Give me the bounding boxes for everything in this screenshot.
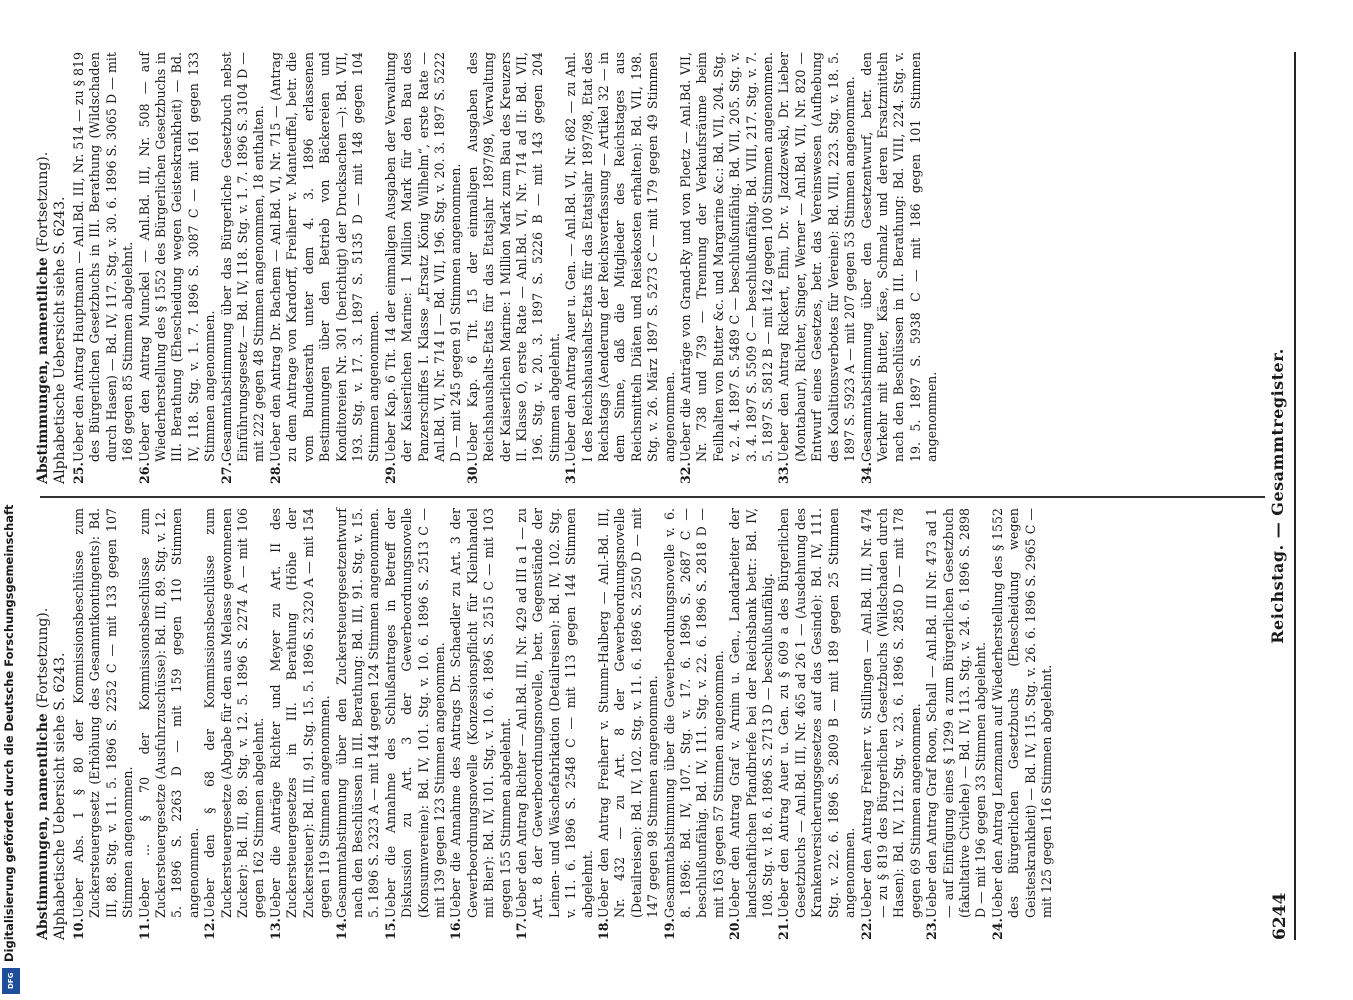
entry-text: Ueber den Antrag Auer u. Gen. — Anl.Bd. VI, Nr. 682 — zu Anl. I des Reichshaushalts-Etats für das Etatsjahr 1897/98, Etat des Reichstags (Aenderung der Reichsverfassung — Artikel 32 — in dem Sinne, daß die Mitglieder des Reichstages aus Reichsmitteln Diäten und Reisekosten erhalten): Bd. VII, 198. Stg. v. 26. März 1897 S. 5273 C — mit 179 gegen 49 Stimmen angenommen. bbox=[563, 52, 677, 462]
vote-entry bbox=[268, 508, 334, 940]
vote-entry bbox=[563, 52, 678, 484]
entry-number: 11. bbox=[136, 918, 152, 940]
right-column bbox=[35, 52, 1265, 484]
vote-entry bbox=[990, 508, 1056, 940]
heading-continuation: (Fortsetzung). Alphabetische Uebersicht siehe S. 6243. bbox=[35, 151, 68, 484]
entry-text: Ueber den Antrag Rickert, Ehni, Dr. v. Jazdzewski, Dr. Lieber (Montabaur), Richter, Singer, Werner — Anl.Bd. VII, Nr. 820 — Entwurf eines Gesetzes, betr. das Vereinswesen (Aufhebung des Koalitionsverbotes für Vereine): Bd. VIII, 223. Stg. v. 18. 5. 1897 S. 5923 A — mit 207 gegen 53 Stimmen angenommen. bbox=[776, 52, 858, 462]
vote-entry bbox=[383, 52, 465, 484]
entry-text: Ueber die Annahme des Antrags Dr. Schaedler zu Art. 3 der Gewerbeordnungsnovelle (Konzessionspflicht für Kleinhandel mit Bier): Bd. IV, 101. Stg. v. 10. 6. 1896 S. 2515 C — mit 103 gegen 155 Stimmen abgelehnt. bbox=[448, 508, 513, 918]
vote-entry bbox=[202, 508, 268, 940]
vote-entry bbox=[776, 508, 858, 940]
entry-text: Ueber die Annahme des Schlußantrages in Betreff der Diskussion zu Art. 3 der Gewerbeordnungsnovelle (Konsumvereine): Bd. IV, 101. Stg. v. 10. 6. 1896 S. 2513 C — mit 139 gegen 123 Stimmen angenommen. bbox=[382, 508, 447, 918]
page-header bbox=[1268, 52, 1296, 940]
entry-number: 20. bbox=[727, 918, 743, 940]
heading-main: Abstimmungen, namentliche bbox=[35, 257, 51, 484]
entry-text: Ueber den Antrag Graf Roon, Schall — Anl.Bd. III Nr. 473 ad 1 — auf Einfügung eines § 1299 a zum Bürgerlichen Gesetzbuch (fakultative Civilehe) — Bd. IV, 113. Stg. v. 24. 6. 1896 S. 2898 D — mit 196 gegen 33 Stimmen abgelehnt. bbox=[924, 508, 989, 918]
entry-text: Ueber ... § 70 der Kommissionsbeschlüsse zum Zuckersteuergesetze (Ausfuhrzuschüsse): Bd. III, 89. Stg. v. 12. 5. 1896 S. 2263 D — mit 159 gegen 110 Stimmen angenommen. bbox=[136, 508, 201, 918]
left-column bbox=[35, 508, 1265, 940]
entry-number: 29. bbox=[382, 462, 398, 484]
entry-text: Ueber den Antrag Graf v. Arnim u. Gen., Landarbeiter der landschaftlichen Pfandbriefe bei der Reichsbank betr.: Bd. IV, 108. Stg. v. 18. 6. 1896 S. 2713 D — beschlußunfähig. bbox=[727, 508, 776, 918]
entry-text: Ueber Abs. 1 § 80 der Kommissionsbeschlüsse zum Zuckersteuergesetz (Erhöhung des Gesammtkontingents): Bd. III, 88. Stg. v. 11. 5. 1896 S. 2252 C — mit 133 gegen 107 Stimmen angenommen. bbox=[71, 508, 136, 918]
entry-number: 22. bbox=[858, 918, 874, 940]
entry-text: Ueber den § 68 der Kommissionsbeschlüsse zum Zuckersteuergesetze (Abgabe für den aus Melasse gewonnenen Zucker): Bd. III, 89. Stg. v. 12. 5. 1896 S. 2274 A — mit 106 gegen 162 Stimmen abgelehnt. bbox=[202, 508, 267, 918]
entry-number: 13. bbox=[267, 918, 283, 940]
entry-number: 32. bbox=[678, 462, 694, 484]
entry-number: 15. bbox=[382, 918, 398, 940]
entry-text: Ueber den Antrag Freiherr v. Stumm-Halberg — Anl.-Bd. III, Nr. 432 — zu Art. 8 der Gewerbeordnungsnovelle (Detailreisen): Bd. IV, 102. Stg. v. 11. 6. 1896 S. 2550 D — mit 147 gegen 98 Stimmen angenommen. bbox=[596, 508, 661, 918]
entry-text: Ueber den Antrag Lenzmann auf Wiederherstellung des § 1552 des Bürgerlichen Gesetzbuchs (Ehescheidung wegen Geisteskrankheit) — Bd. IV, 115. Stg. v. 26. 6. 1896 S. 2965 C — mit 125 gegen 116 Stimmen abgelehnt. bbox=[989, 508, 1054, 918]
vote-entry bbox=[334, 508, 383, 940]
vote-entry bbox=[514, 508, 596, 940]
vote-entry bbox=[71, 508, 137, 940]
vote-entry bbox=[71, 52, 137, 484]
dfg-logo: DFG bbox=[2, 968, 20, 994]
vote-entry bbox=[776, 52, 858, 484]
entry-number: 19. bbox=[661, 918, 677, 940]
entry-number: 25. bbox=[71, 462, 86, 484]
entry-text: Ueber den Antrag Hauptmann — Anl.Bd. III, Nr. 514 — zu § 819 des Bürgerlichen Gesetzbuchs in III. Berathung (Wildschaden durch Hasen) — Bd. IV, 117. Stg. v. 30. 6. 1896 S. 3065 D — mit 168 gegen 85 Stimmen abgelehnt. bbox=[71, 52, 136, 462]
entry-text: Ueber den Antrag Freiherr v. Stillingen — Anl.Bd. III, Nr. 474 — zu § 819 des Bürgerlichen Gesetzbuchs (Wildschaden durch Hasen): Bd. IV, 112. Stg. v. 23. 6. 1896 S. 2850 D — mit 178 gegen 69 Stimmen angenommen. bbox=[858, 508, 923, 918]
right-entry-list bbox=[71, 52, 941, 484]
vote-entry bbox=[219, 52, 268, 484]
entry-number: 27. bbox=[218, 462, 234, 484]
entry-text: Ueber den Antrag Auer u. Gen. zu § 609 a des Bürgerlichen Gesetzbuchs — Anl.Bd. III, Nr. 465 ad 26 1 — (Ausdehnung des Krankenversicherungsgesetzes auf das Gesinde): Bd. IV, 111. Stg. v. 22. 6. 1896 S. 2809 B — mit 189 gegen 25 Stimmen angenommen. bbox=[776, 508, 858, 918]
entry-number: 23. bbox=[924, 918, 940, 940]
vote-entry bbox=[662, 508, 728, 940]
vote-entry bbox=[137, 508, 203, 940]
vote-entry bbox=[924, 508, 990, 940]
left-column-heading bbox=[35, 508, 69, 940]
entry-number: 10. bbox=[71, 918, 86, 940]
vote-entry bbox=[678, 52, 776, 484]
vote-entry bbox=[727, 508, 776, 940]
entry-text: Ueber die Anträge Richter und Meyer zu Art. II des Zuckersteuergesetzes in III. Berathung (Höhe der Zuckersteuer): Bd. III, 91. Stg. 15. 5. 1896 S. 2320 A — mit 154 gegen 119 Stimmen angenommen. bbox=[267, 508, 333, 918]
entry-text: Ueber Kap. 6 Tit. 14 der einmaligen Ausgaben der Verwaltung der Kaiserlichen Marine: 1 Million Mark für den Bau des Panzerschiffes I. Klasse „Ersatz König Wilhelm“, erste Rate — Anl.Bd. VI, Nr. 714 I — Bd. VII, 196. Stg. v. 20. 3. 1897 S. 5222 D — mit 245 gegen 91 Stimmen angenommen. bbox=[382, 52, 464, 462]
entry-number: 21. bbox=[776, 918, 792, 940]
digitization-note: Digitalisierung gefördert durch die Deutsche Forschungsgemeinschaft bbox=[2, 504, 16, 962]
heading-main: Abstimmungen, namentliche bbox=[35, 713, 51, 940]
entry-number: 28. bbox=[267, 462, 283, 484]
entry-text: Ueber den Antrag Richter — Anl.Bd. III, Nr. 429 ad III a 1 — zu Art. 8 der Gewerbeordnungsnovelle, betr. Gegenstände der Leinen- und Wäschefabrikation (Detailreisen): Bd. IV, 102. Stg. v. 11. 6. 1896 S. 2548 C — mit 113 gegen 144 Stimmen abgelehnt. bbox=[513, 508, 595, 918]
vote-entry bbox=[383, 508, 449, 940]
vote-entry bbox=[859, 508, 925, 940]
heading-continuation: (Fortsetzung). Alphabetische Uebersicht siehe S. 6243. bbox=[35, 607, 68, 940]
entry-number: 33. bbox=[776, 462, 792, 484]
entry-text: Gesammtabstimmung über das Bürgerliche Gesetzbuch nebst Einführungsgesetz — Bd. IV, 118. Stg. v. 1. 7. 1896 S. 3104 D — mit 222 gegen 48 Stimmen angenommen, 18 enthalten. bbox=[218, 52, 267, 462]
entry-number: 14. bbox=[333, 918, 349, 940]
entry-text: Gesammtabstimmung über den Zuckersteuergesetzentwurf nach den Beschlüssen in III. Berathung: Bd. III, 91. Stg. v. 15. 5. 1896 S. 2323 A — mit 144 gegen 124 Stimmen angenommen. bbox=[333, 508, 382, 918]
entry-text: Ueber den Antrag Munckel — Anl.Bd. III, Nr. 508 — auf Wiederherstellung des § 1552 des Bürgerlichen Gesetzbuchs in III. Berathung (Ehescheidung wegen Geisteskrankheit) — Bd. IV, 118. Stg. v. 1. 7. 1896 S. 3087 C — mit 161 gegen 133 Stimmen angenommen. bbox=[136, 52, 218, 462]
left-entry-list bbox=[71, 508, 1055, 940]
entry-text: Ueber Kap. 6 Tit. 15 der einmaligen Ausgaben des Reichshaushalts-Etats für das Etatsjahr 1897/98, Verwaltung der Kaiserlichen Marine: 1 Million Mark zum Bau des Kreuzers II. Klasse O, erste Rate — Anl.Bd. VI, Nr. 714 ad II: Bd. VII, 196. Stg. v. 20. 3. 1897 S. 5226 B — mit 143 gegen 204 Stimmen abgelehnt. bbox=[464, 52, 562, 462]
entry-number: 16. bbox=[448, 918, 464, 940]
running-head: Reichstag. — Gesammtregister. bbox=[1268, 348, 1287, 644]
entry-number: 31. bbox=[563, 462, 579, 484]
right-column-heading bbox=[35, 52, 69, 484]
entry-text: Gesammtabstimmung über den Gesetzentwurf, betr. den Verkehr mit Butter, Käse, Schmalz und deren Ersatzmitteln nach den Beschlüssen in III. Berathung: Bd. VIII, 224. Stg. v. 19. 5. 1897 S. 5938 C — mit 186 gegen 101 Stimmen angenommen. bbox=[858, 52, 940, 462]
entry-number: 12. bbox=[202, 918, 218, 940]
entry-text: Gesammtabstimmung über die Gewerbeordnungsnovelle v. 6. 8. 1896: Bd. IV, 107. Stg. v. 17. 6. 1896 S. 2687 C — beschlußunfähig. Bd. IV, 111. Stg. v. 22. 6. 1896 S. 2818 D — mit 163 gegen 57 Stimmen angenommen. bbox=[661, 508, 726, 918]
vote-entry bbox=[465, 52, 563, 484]
vote-entry bbox=[859, 52, 941, 484]
entry-number: 17. bbox=[513, 918, 529, 940]
entry-text: Ueber die Anträge von Grand-Ry und von Ploetz — Anl.Bd. VII, Nr. 738 und 739 — Trennung der Verkaufsräume beim Feilhalten von Butter &c. und Margarine &c.: Bd. VII, 204. Stg. v. 2. 4. 1897 S. 5489 C — beschlußunfähig. Bd. VII, 205. Stg. v. 3. 4. 1897 S. 5509 C — beschlußunfähig. Bd. VIII, 217. Stg. v. 7. 5. 1897 S. 5812 B — mit 142 gegen 100 Stimmen angenommen. bbox=[678, 52, 776, 462]
vote-entry bbox=[448, 508, 514, 940]
entry-number: 18. bbox=[596, 918, 611, 940]
page-number: 6244 bbox=[1270, 892, 1290, 940]
vote-entry bbox=[596, 508, 662, 940]
entry-number: 24. bbox=[989, 918, 1005, 940]
entry-number: 26. bbox=[136, 462, 152, 484]
entry-number: 34. bbox=[858, 462, 874, 484]
vote-entry bbox=[137, 52, 219, 484]
entry-text: Ueber den Antrag Dr. Bachem — Anl.Bd. VI, Nr. 715 — (Antrag zu dem Antrage von Kardorff, Freiherr v. Manteuffel, betr. die vom Bundesrath unter dem 4. 3. 1896 erlassenen Bestimmungen über den Betrieb von Bäckereien und Konditoreien Nr. 301 (berichtigt) der Drucksachen —): Bd. VII, 193. Stg. v. 17. 3. 1897 S. 5135 D — mit 148 gegen 104 Stimmen angenommen. bbox=[267, 52, 382, 462]
header-rule bbox=[1294, 52, 1296, 940]
entry-number: 30. bbox=[464, 462, 480, 484]
column-divider bbox=[40, 497, 1265, 499]
vote-entry bbox=[268, 52, 383, 484]
